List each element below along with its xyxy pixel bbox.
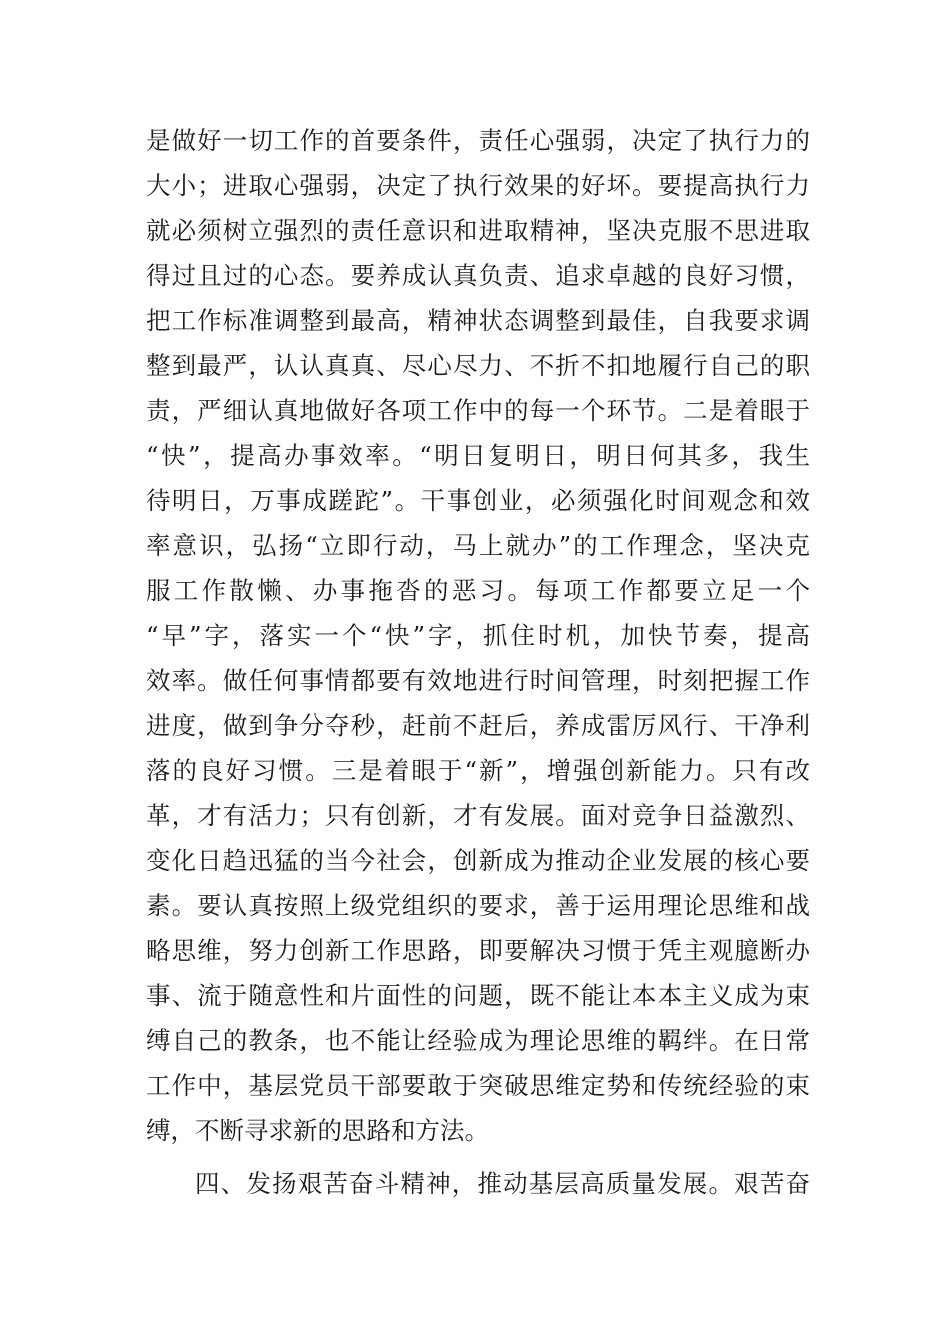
text-line: 略思维，努力创新工作思路，即要解决习惯于凭主观臆断办 [146,936,810,965]
text-line: 变化日趋迅猛的当今社会，创新成为推动企业发展的核心要 [146,846,810,875]
text-line: 就必须树立强烈的责任意识和进取精神，坚决克服不思进取 [146,216,810,245]
text-line: 效率。做任何事情都要有效地进行时间管理，时刻把握工作 [146,666,810,695]
text-line: 进度，做到争分夺秒，赶前不赶后，养成雷厉风行、干净利 [146,711,810,740]
text-line: “早”字，落实一个“快”字，抓住时机，加快节奏，提高 [146,621,810,650]
text-line: 缚，不断寻求新的思路和方法。 [146,1116,489,1145]
text-line: “快”，提高办事效率。“明日复明日，明日何其多，我生 [146,441,810,470]
text-line: 率意识，弘扬“立即行动，马上就办”的工作理念，坚决克 [146,531,810,560]
text-line: 整到最严，认认真真、尽心尽力、不折不扣地履行自己的职 [146,351,810,380]
text-line: 得过且过的心态。要养成认真负责、追求卓越的良好习惯， [146,261,810,290]
text-line: 工作中，基层党员干部要敢于突破思维定势和传统经验的束 [146,1071,810,1100]
text-line: 缚自己的教条，也不能让经验成为理论思维的羁绊。在日常 [146,1026,810,1055]
text-line: 服工作散懒、办事拖沓的恶习。每项工作都要立足一个 [146,576,810,605]
text-line: 落的良好习惯。三是着眼于“新”，增强创新能力。只有改 [146,756,810,785]
text-line: 是做好一切工作的首要条件，责任心强弱，决定了执行力的 [146,126,810,155]
paragraph-gap [146,1153,810,1161]
text-line: 大小；进取心强弱，决定了执行效果的好坏。要提高执行力 [146,171,810,200]
text-line: 素。要认真按照上级党组织的要求，善于运用理论思维和战 [146,891,810,920]
text-line: 待明日，万事成蹉跎”。干事创业，必须强化时间观念和效 [146,486,810,515]
paragraph [146,1161,810,1206]
text-line: 事、流于随意性和片面性的问题，既不能让本本主义成为束 [146,981,810,1010]
paragraph [146,118,810,1153]
text-line: 四、发扬艰苦奋斗精神，推动基层高质量发展。艰苦奋 [195,1169,810,1198]
text-line: 把工作标准调整到最高，精神状态调整到最佳，自我要求调 [146,306,810,335]
body-text [146,118,810,1206]
text-line: 革，才有活力；只有创新，才有发展。面对竞争日益激烈、 [146,801,810,830]
text-line: 责，严细认真地做好各项工作中的每一个环节。二是着眼于 [146,396,810,425]
